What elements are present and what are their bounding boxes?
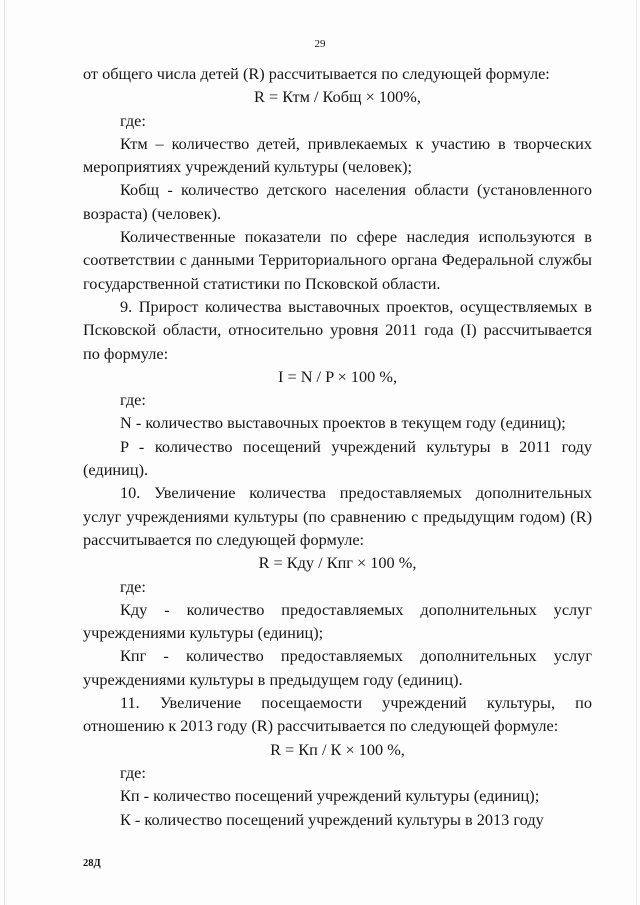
- body-paragraph: P - количество посещений учреждений культуры в 2011 году (единиц).: [83, 436, 592, 480]
- body-paragraph: N - количество выставочных проектов в текущем году (единиц);: [120, 413, 566, 433]
- page-edge-right: [636, 0, 637, 905]
- body-paragraph: Кпг - количество предоставляемых дополнительных услуг учреждениями культуры в предыдущем году (единиц).: [83, 646, 592, 689]
- where-label: где:: [120, 762, 146, 782]
- body-paragraph: 10. Увеличение количества предоставляемых дополнительных услуг учреждениями культуры (по сравнению с предыдущим годом) (R) рассчитывается по следующей формуле:: [83, 483, 592, 549]
- body-paragraph: Кобщ - количество детского населения области (установленного возраста) (человек).: [83, 180, 592, 223]
- body-paragraph: Ктм – количество детей, привлекаемых к участию в творческих мероприятиях учреждений культуры (человек);: [83, 133, 592, 177]
- page-edge-left: [4, 0, 5, 905]
- formula: R = Кп / К × 100 %,: [270, 739, 405, 759]
- where-label: где:: [120, 390, 146, 410]
- page-number: 29: [314, 38, 326, 50]
- where-label: где:: [120, 576, 146, 596]
- formula: I = N / P × 100 %,: [277, 366, 398, 386]
- body-paragraph: Кп - количество посещений учреждений культуры (единиц);: [120, 786, 540, 806]
- body-paragraph: Кду - количество предоставляемых дополнительных услуг учреждениями культуры (единиц);: [83, 599, 592, 643]
- formula: R = Ктм / Кобщ × 100%,: [254, 87, 421, 107]
- formula: R = Кду / Кпг × 100 %,: [258, 553, 417, 573]
- body-paragraph: от общего числа детей (R) рассчитывается по следующей формуле:: [83, 64, 550, 83]
- body-paragraph: 9. Прирост количества выставочных проектов, осуществляемых в Псковской области, относительно уровня 2011 года (I) рассчитывается по формуле:: [83, 296, 592, 363]
- where-label: где:: [120, 110, 146, 130]
- footer-code: 28Д: [83, 858, 101, 869]
- document-body: [83, 62, 592, 831]
- body-paragraph: 11. Увеличение посещаемости учреждений культуры, по отношению к 2013 году (R) рассчитывается по следующей формуле:: [83, 693, 592, 736]
- body-paragraph: Количественные показатели по сфере наследия используются в соответствии с данными Территориального органа Федеральной службы государственной статистики по Псковской области.: [83, 227, 592, 293]
- body-paragraph: К - количество посещений учреждений культуры в 2013 году: [120, 809, 544, 829]
